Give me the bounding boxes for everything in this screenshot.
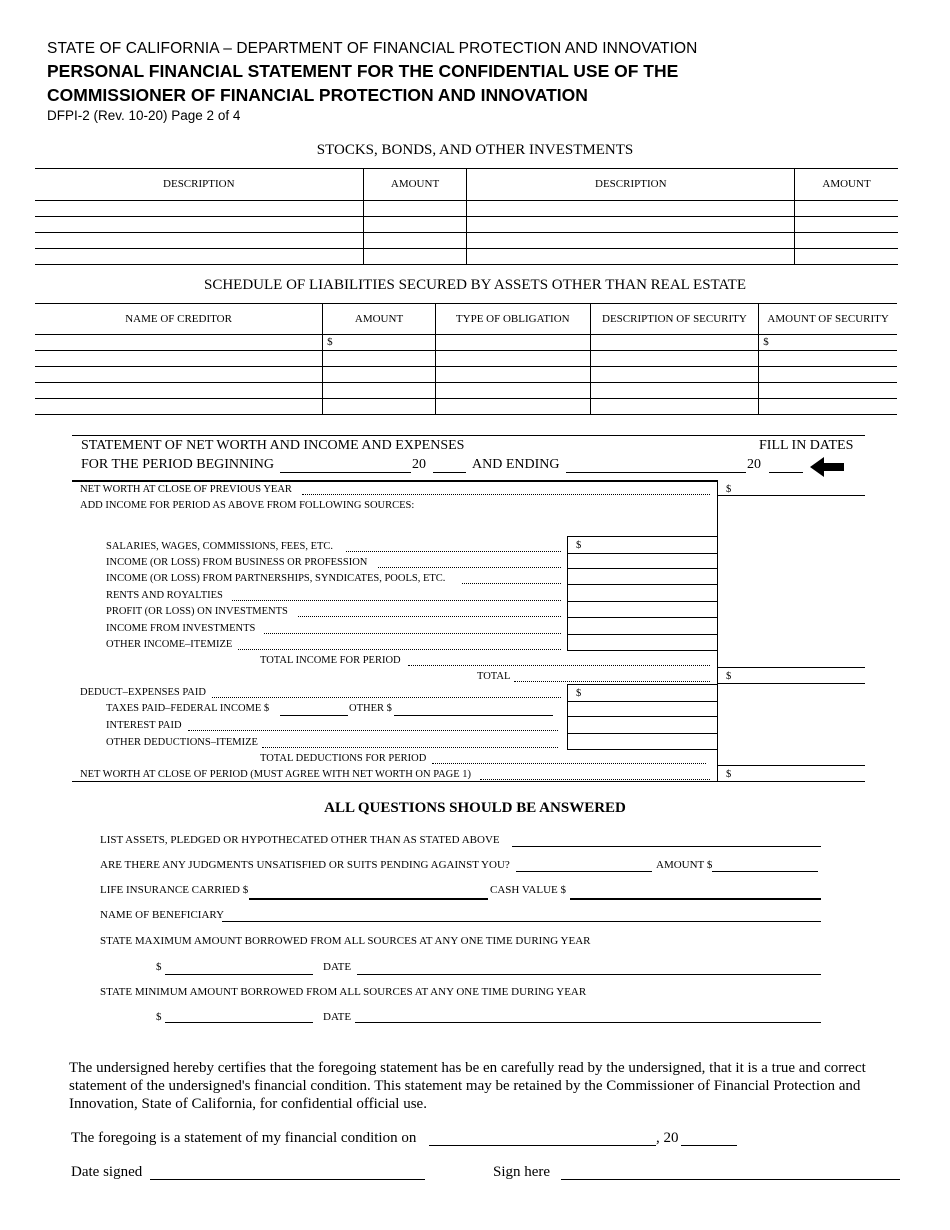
liab-cell[interactable]: [759, 351, 897, 367]
liab-cell[interactable]: [759, 367, 897, 383]
stocks-table: [35, 168, 898, 265]
period-begin-field[interactable]: [280, 472, 411, 473]
stocks-col-description2: DESCRIPTION: [467, 169, 795, 201]
period-end-field[interactable]: [566, 472, 746, 473]
leader-dots: [238, 649, 561, 650]
questions-title: ALL QUESTIONS SHOULD BE ANSWERED: [324, 800, 626, 816]
dollar-sign: $: [576, 540, 582, 551]
year-prefix: 20: [412, 457, 426, 472]
liab-cell[interactable]: [435, 367, 590, 383]
liab-cell[interactable]: [35, 383, 323, 399]
prev-year-label: NET WORTH AT CLOSE OF PREVIOUS YEAR: [80, 484, 292, 495]
liab-cell[interactable]: [759, 335, 897, 351]
liab-cell[interactable]: [590, 367, 759, 383]
table-row[interactable]: [35, 383, 897, 399]
stocks-cell[interactable]: [363, 233, 467, 249]
liab-cell[interactable]: [590, 399, 759, 415]
beneficiary-label: NAME OF BENEFICIARY: [100, 909, 225, 921]
period-beginning-label: FOR THE PERIOD BEGINNING: [81, 457, 275, 472]
leader-dots: [432, 763, 706, 764]
liabilities-section-title: SCHEDULE OF LIABILITIES SECURED BY ASSETS OTHER THAN REAL ESTATE: [204, 277, 746, 293]
leader-dots: [480, 779, 710, 780]
table-row[interactable]: [35, 351, 897, 367]
stocks-col-description: DESCRIPTION: [35, 169, 363, 201]
stocks-cell[interactable]: [467, 217, 795, 233]
liab-cell[interactable]: [323, 351, 436, 367]
divider: [72, 435, 865, 436]
income-amount-field[interactable]: [567, 553, 718, 569]
income-item-label: RENTS AND ROYALTIES: [106, 590, 223, 601]
max-date-label: DATE: [323, 961, 352, 973]
stocks-cell[interactable]: [363, 217, 467, 233]
stocks-cell[interactable]: [467, 249, 795, 265]
liab-cell[interactable]: [435, 335, 590, 351]
leader-dots: [302, 494, 710, 495]
q-judgments-field[interactable]: [516, 871, 652, 872]
stocks-cell[interactable]: [363, 201, 467, 217]
life-insurance-label: LIFE INSURANCE CARRIED $: [100, 884, 249, 896]
leader-dots: [264, 633, 561, 634]
form-title-line2: COMMISSIONER OF FINANCIAL PROTECTION AND INNOVATION: [47, 85, 588, 105]
date-signed-label: Date signed: [71, 1164, 143, 1180]
total-deductions-label: TOTAL DEDUCTIONS FOR PERIOD: [260, 753, 427, 764]
sign-here-label: Sign here: [493, 1164, 551, 1180]
networth-title: STATEMENT OF NET WORTH AND INCOME AND EXPENSES: [81, 438, 465, 453]
stocks-cell[interactable]: [35, 233, 363, 249]
q-judgments-amount-label: AMOUNT $: [656, 859, 713, 871]
table-row[interactable]: [35, 233, 898, 249]
other-deductions-label: OTHER DEDUCTIONS–ITEMIZE: [106, 737, 258, 748]
close-period-amount-field[interactable]: [72, 781, 865, 782]
interest-paid-label: INTEREST PAID: [106, 720, 182, 731]
date-signed-field[interactable]: [150, 1179, 425, 1180]
leader-dots: [212, 697, 561, 698]
income-amount-field[interactable]: [567, 585, 718, 602]
period-begin-year-field[interactable]: [433, 472, 466, 473]
taxes-paid-label: TAXES PAID–FEDERAL INCOME $: [106, 703, 270, 714]
liab-cell[interactable]: [435, 351, 590, 367]
min-dollar-label: $: [156, 1011, 162, 1023]
life-insurance-field[interactable]: [249, 898, 488, 900]
total-income-label: TOTAL INCOME FOR PERIOD: [260, 655, 401, 666]
fill-in-dates-label: FILL IN DATES: [759, 438, 854, 453]
leader-dots: [462, 583, 561, 584]
income-amount-field[interactable]: [567, 618, 718, 635]
stocks-cell[interactable]: [795, 249, 898, 265]
condition-date-field[interactable]: [429, 1145, 656, 1146]
table-row[interactable]: [35, 367, 897, 383]
prev-year-amount-field[interactable]: [718, 495, 865, 496]
liab-cell[interactable]: [35, 351, 323, 367]
income-amount-field[interactable]: [567, 569, 718, 585]
stocks-cell[interactable]: [795, 233, 898, 249]
liabilities-table: [35, 303, 897, 415]
stocks-col-amount2: AMOUNT: [795, 169, 898, 201]
leader-dots: [514, 681, 710, 682]
form-title-line1: PERSONAL FINANCIAL STATEMENT FOR THE CONFIDENTIAL USE OF THE: [47, 61, 679, 81]
period-end-year-field[interactable]: [769, 472, 803, 473]
q-assets-field[interactable]: [512, 846, 821, 847]
max-amount-field[interactable]: [165, 974, 313, 975]
year-suffix-label: , 20: [656, 1130, 679, 1146]
dollar-sign: $: [726, 769, 732, 780]
deduction-amount-field[interactable]: [567, 684, 718, 702]
stocks-col-amount: AMOUNT: [363, 169, 467, 201]
min-date-field[interactable]: [355, 1022, 821, 1023]
income-item-label: OTHER INCOME–ITEMIZE: [106, 639, 233, 650]
min-borrowed-label: STATE MINIMUM AMOUNT BORROWED FROM ALL SOURCES AT ANY ONE TIME DURING YEAR: [100, 986, 587, 998]
dollar-sign: $: [327, 336, 333, 348]
leader-dots: [188, 730, 558, 731]
income-amount-field[interactable]: [567, 602, 718, 618]
liab-cell[interactable]: [35, 367, 323, 383]
stocks-cell[interactable]: [795, 217, 898, 233]
income-item-label: INCOME FROM INVESTMENTS: [106, 623, 256, 634]
agency-name: STATE OF CALIFORNIA – DEPARTMENT OF FINANCIAL PROTECTION AND INNOVATION: [47, 40, 698, 57]
other-tax-label: OTHER $: [349, 703, 392, 714]
dollar-sign: $: [726, 484, 732, 495]
income-item-label: INCOME (OR LOSS) FROM PARTNERSHIPS, SYNDICATES, POOLS, ETC.: [106, 573, 446, 584]
table-row[interactable]: [35, 217, 898, 233]
q-assets-label: LIST ASSETS, PLEDGED OR HYPOTHECATED OTHER THAN AS STATED ABOVE: [100, 834, 500, 846]
stocks-cell[interactable]: [35, 201, 363, 217]
stocks-cell[interactable]: [467, 233, 795, 249]
liab-col-security-amount: AMOUNT OF SECURITY: [759, 304, 897, 335]
liab-col-obligation: TYPE OF OBLIGATION: [435, 304, 590, 335]
liab-cell[interactable]: [35, 335, 323, 351]
cash-value-label: CASH VALUE $: [490, 884, 566, 896]
condition-on-label: The foregoing is a statement of my financial condition on: [71, 1130, 417, 1146]
cash-value-field[interactable]: [570, 898, 821, 900]
liab-cell[interactable]: [759, 399, 897, 415]
min-amount-field[interactable]: [165, 1022, 313, 1023]
table-row[interactable]: [35, 399, 897, 415]
stocks-section-title: STOCKS, BONDS, AND OTHER INVESTMENTS: [316, 142, 634, 158]
stocks-cell[interactable]: [467, 201, 795, 217]
total-amount-field[interactable]: [718, 683, 865, 684]
liab-cell[interactable]: [35, 399, 323, 415]
other-tax-field[interactable]: [394, 715, 553, 716]
liab-cell[interactable]: [590, 351, 759, 367]
divider: [72, 480, 717, 482]
beneficiary-field[interactable]: [222, 921, 821, 922]
liab-cell[interactable]: [323, 383, 436, 399]
table-row[interactable]: [35, 335, 897, 351]
liab-cell[interactable]: [590, 335, 759, 351]
leader-dots: [232, 600, 561, 601]
income-amount-field[interactable]: [567, 635, 718, 651]
leader-dots: [378, 567, 561, 568]
stocks-cell[interactable]: [363, 249, 467, 265]
federal-tax-field[interactable]: [280, 715, 348, 716]
table-row[interactable]: [35, 201, 898, 217]
liab-cell[interactable]: [323, 399, 436, 415]
arrow-left-icon: [810, 457, 846, 477]
dollar-sign: $: [576, 688, 582, 699]
q-judgments-label: ARE THERE ANY JUDGMENTS UNSATISFIED OR SUITS PENDING AGAINST YOU?: [100, 859, 510, 871]
liab-cell[interactable]: [435, 399, 590, 415]
divider: [718, 667, 865, 668]
liab-col-creditor: NAME OF CREDITOR: [35, 304, 323, 335]
close-period-label: NET WORTH AT CLOSE OF PERIOD (MUST AGREE WITH NET WORTH ON PAGE 1): [80, 769, 472, 780]
deduction-amount-field[interactable]: [567, 717, 718, 734]
stocks-cell[interactable]: [35, 249, 363, 265]
deduct-label: DEDUCT–EXPENSES PAID: [80, 687, 206, 698]
condition-year-field[interactable]: [681, 1145, 737, 1146]
max-dollar-label: $: [156, 961, 162, 973]
income-item-label: INCOME (OR LOSS) FROM BUSINESS OR PROFESSION: [106, 557, 368, 568]
leader-dots: [262, 747, 558, 748]
add-income-label: ADD INCOME FOR PERIOD AS ABOVE FROM FOLLOWING SOURCES:: [80, 500, 415, 511]
min-date-label: DATE: [323, 1011, 352, 1023]
deduction-amount-field[interactable]: [567, 701, 718, 717]
stocks-cell[interactable]: [35, 217, 363, 233]
total-label: TOTAL: [477, 671, 511, 682]
income-item-label: SALARIES, WAGES, COMMISSIONS, FEES, ETC.: [106, 541, 334, 552]
stocks-cell[interactable]: [795, 201, 898, 217]
year-prefix2: 20: [747, 457, 761, 472]
liab-cell[interactable]: [323, 367, 436, 383]
liab-cell[interactable]: [435, 383, 590, 399]
signature-field[interactable]: [561, 1179, 900, 1180]
max-date-field[interactable]: [357, 974, 821, 975]
dollar-sign: $: [726, 671, 732, 682]
divider: [718, 765, 865, 766]
income-amount-field[interactable]: [567, 536, 718, 554]
certification-text: The undersigned hereby certifies that the foregoing statement has be en carefully read by the undersigned, that it is a true and correct statement of the undersigned's financial condition. This statement may be retained by the Commissioner of Financial Protection and Innovation, State of California, for confidential official use.: [69, 1060, 866, 1112]
deduction-amount-field[interactable]: [567, 734, 718, 750]
and-ending-label: AND ENDING: [472, 457, 560, 472]
liab-col-amount: AMOUNT: [323, 304, 436, 335]
dollar-sign: $: [763, 336, 769, 348]
income-item-label: PROFIT (OR LOSS) ON INVESTMENTS: [106, 606, 288, 617]
max-borrowed-label: STATE MAXIMUM AMOUNT BORROWED FROM ALL SOURCES AT ANY ONE TIME DURING YEAR: [100, 935, 591, 947]
liab-cell[interactable]: [590, 383, 759, 399]
leader-dots: [408, 665, 710, 666]
leader-dots: [346, 551, 561, 552]
liab-cell[interactable]: [323, 335, 436, 351]
table-row[interactable]: [35, 249, 898, 265]
form-id: DFPI-2 (Rev. 10-20) Page 2 of 4: [47, 108, 241, 123]
liab-col-description: DESCRIPTION OF SECURITY: [590, 304, 759, 335]
q-judgments-amount-field[interactable]: [712, 871, 818, 872]
liab-cell[interactable]: [759, 383, 897, 399]
leader-dots: [298, 616, 561, 617]
